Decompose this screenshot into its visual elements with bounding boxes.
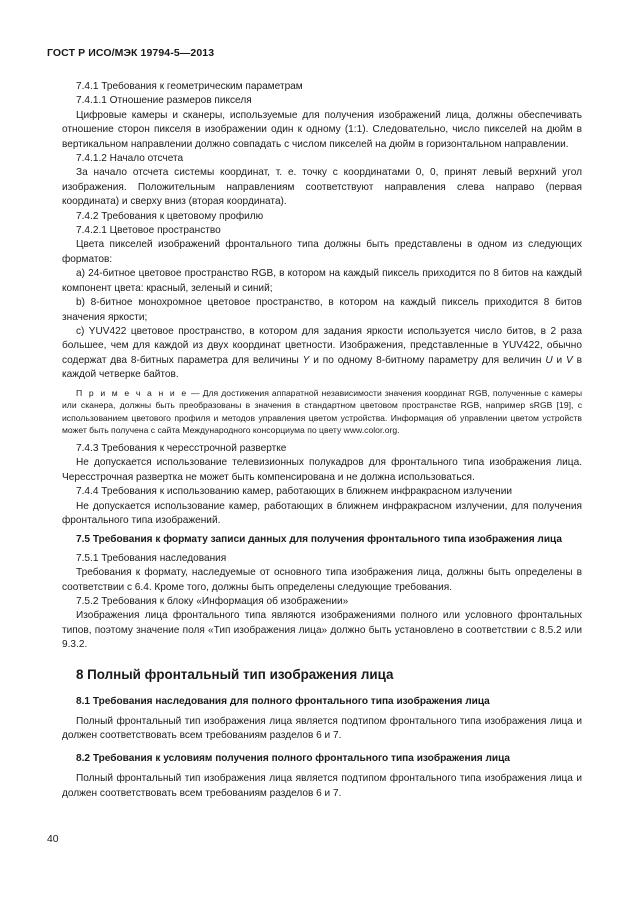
paragraph: Требования к формату, наследуемые от основного типа изображения лица, должны быть определены в соответствии с 6.4. Кроме того, должны быть определены следующие требования. bbox=[62, 567, 582, 593]
subsection-heading: 7.4.4 Требования к использованию камер, работающих в ближнем инфракрасном излучении bbox=[76, 486, 512, 498]
subsection-heading: 7.4.1.1 Отношение размеров пикселя bbox=[76, 95, 252, 107]
list-item: a) 24-битное цветовое пространство RGB, в котором на каждый пиксель приходится по 8 битов на каждый компонент цвета: красный, зеленый и синий; bbox=[62, 268, 582, 294]
note bbox=[62, 387, 582, 437]
list-item-text: в каждой четверке байтов. bbox=[62, 354, 583, 381]
list-item-text: и по одному 8-битному параметру для величин bbox=[313, 354, 542, 366]
subsection-heading: 7.4.3 Требования к чересстрочной развертке bbox=[76, 442, 287, 454]
note-label: П р и м е ч а н и е bbox=[76, 387, 188, 398]
list-item: b) 8-битное монохромное цветовое пространство, в котором на каждый пиксель приходится 8 битов значения яркости; bbox=[62, 297, 582, 323]
section-heading: 8.1 Требования наследования для полного фронтального типа изображения лица bbox=[76, 695, 490, 707]
list-item-text: c) YUV422 цветовое пространство, в котором для задания яркости используется число битов, в 2 раза большее, чем для каждой из двух координат цветности. Изображения, представленные в YUV422, обычно содержат два 8-битных параметра для величины bbox=[62, 325, 582, 366]
paragraph: Цифровые камеры и сканеры, используемые для получения изображений лица, должны обеспечивать отношение сторон пикселя в изображении один к одному (1:1). Следовательно, число пикселей на дюйм в вертикальном направлении должно совпадать с числом пикселей на дюйм в горизонтальном направлении. bbox=[62, 109, 582, 150]
list-item-text: и bbox=[556, 354, 563, 366]
page-number: 40 bbox=[47, 834, 59, 845]
note-text: — Для достижения аппаратной независимости значения координат RGB, полученные с камеры или сканера, должны быть преобразованы в значения в стандартном цветовом пространстве RGB, например sRGB [19], с использованием цветового профиля и методов управления цветом устройства. Информация об управлении цветом устройств может быть получена с сайта Международного консорциума по цвету www.color.org. bbox=[62, 387, 582, 436]
symbol-y: Y bbox=[302, 354, 310, 366]
subsection-heading: 7.4.2.1 Цветовое пространство bbox=[76, 225, 221, 237]
paragraph: Полный фронтальный тип изображения лица является подтипом фронтального типа изображения лица и должен соответствовать всем требованиям разделов 6 и 7. bbox=[62, 716, 582, 742]
list-item bbox=[62, 325, 582, 383]
paragraph: За начало отсчета системы координат, т. е. точку с координатами 0, 0, принят левый верхний угол изображения. Положительным направлениям соответствуют направления слева направо (первая координата) и сверху вниз (вторая координата). bbox=[62, 167, 582, 208]
symbol-v: V bbox=[566, 354, 573, 366]
subsection-heading: 7.5.2 Требования к блоку «Информация об изображении» bbox=[76, 595, 349, 607]
symbol-u: U bbox=[545, 354, 553, 366]
paragraph: Цвета пикселей изображений фронтального типа должны быть представлены в одном из следующих форматов: bbox=[62, 239, 582, 265]
subsection-heading: 7.5.1 Требования наследования bbox=[76, 552, 227, 564]
paragraph: Не допускается использование телевизионных полукадров для фронтального типа изображения лица. Чересстрочная развертка не может быть компенсирована и не должна использоваться. bbox=[62, 457, 582, 483]
paragraph: Полный фронтальный тип изображения лица является подтипом фронтального типа изображения лица и должен соответствовать всем требованиям разделов 6 и 7. bbox=[62, 773, 582, 799]
document-header: ГОСТ Р ИСО/МЭК 19794-5—2013 bbox=[47, 47, 215, 59]
section-heading: 8.2 Требования к условиям получения полного фронтального типа изображения лица bbox=[76, 752, 511, 764]
paragraph: Изображения лица фронтального типа являются изображениями полного или условного фронтальных типов, поэтому значение поля «Тип изображения лица» должно быть установлено в соответствии с 8.5.2 или 9.3.2. bbox=[62, 610, 582, 651]
section-heading: 7.5 Требования к формату записи данных для получения фронтального типа изображения лица bbox=[76, 534, 562, 546]
subsection-heading: 7.4.2 Требования к цветовому профилю bbox=[76, 210, 264, 222]
paragraph: Не допускается использование камер, работающих в ближнем инфракрасном излучении, для получения фронтального типа изображений. bbox=[62, 500, 582, 526]
body-text bbox=[62, 80, 582, 801]
chapter-heading: 8 Полный фронтальный тип изображения лица bbox=[76, 666, 394, 682]
subsection-heading: 7.4.1.2 Начало отсчета bbox=[76, 153, 184, 165]
subsection-heading: 7.4.1 Требования к геометрическим параметрам bbox=[76, 81, 303, 92]
